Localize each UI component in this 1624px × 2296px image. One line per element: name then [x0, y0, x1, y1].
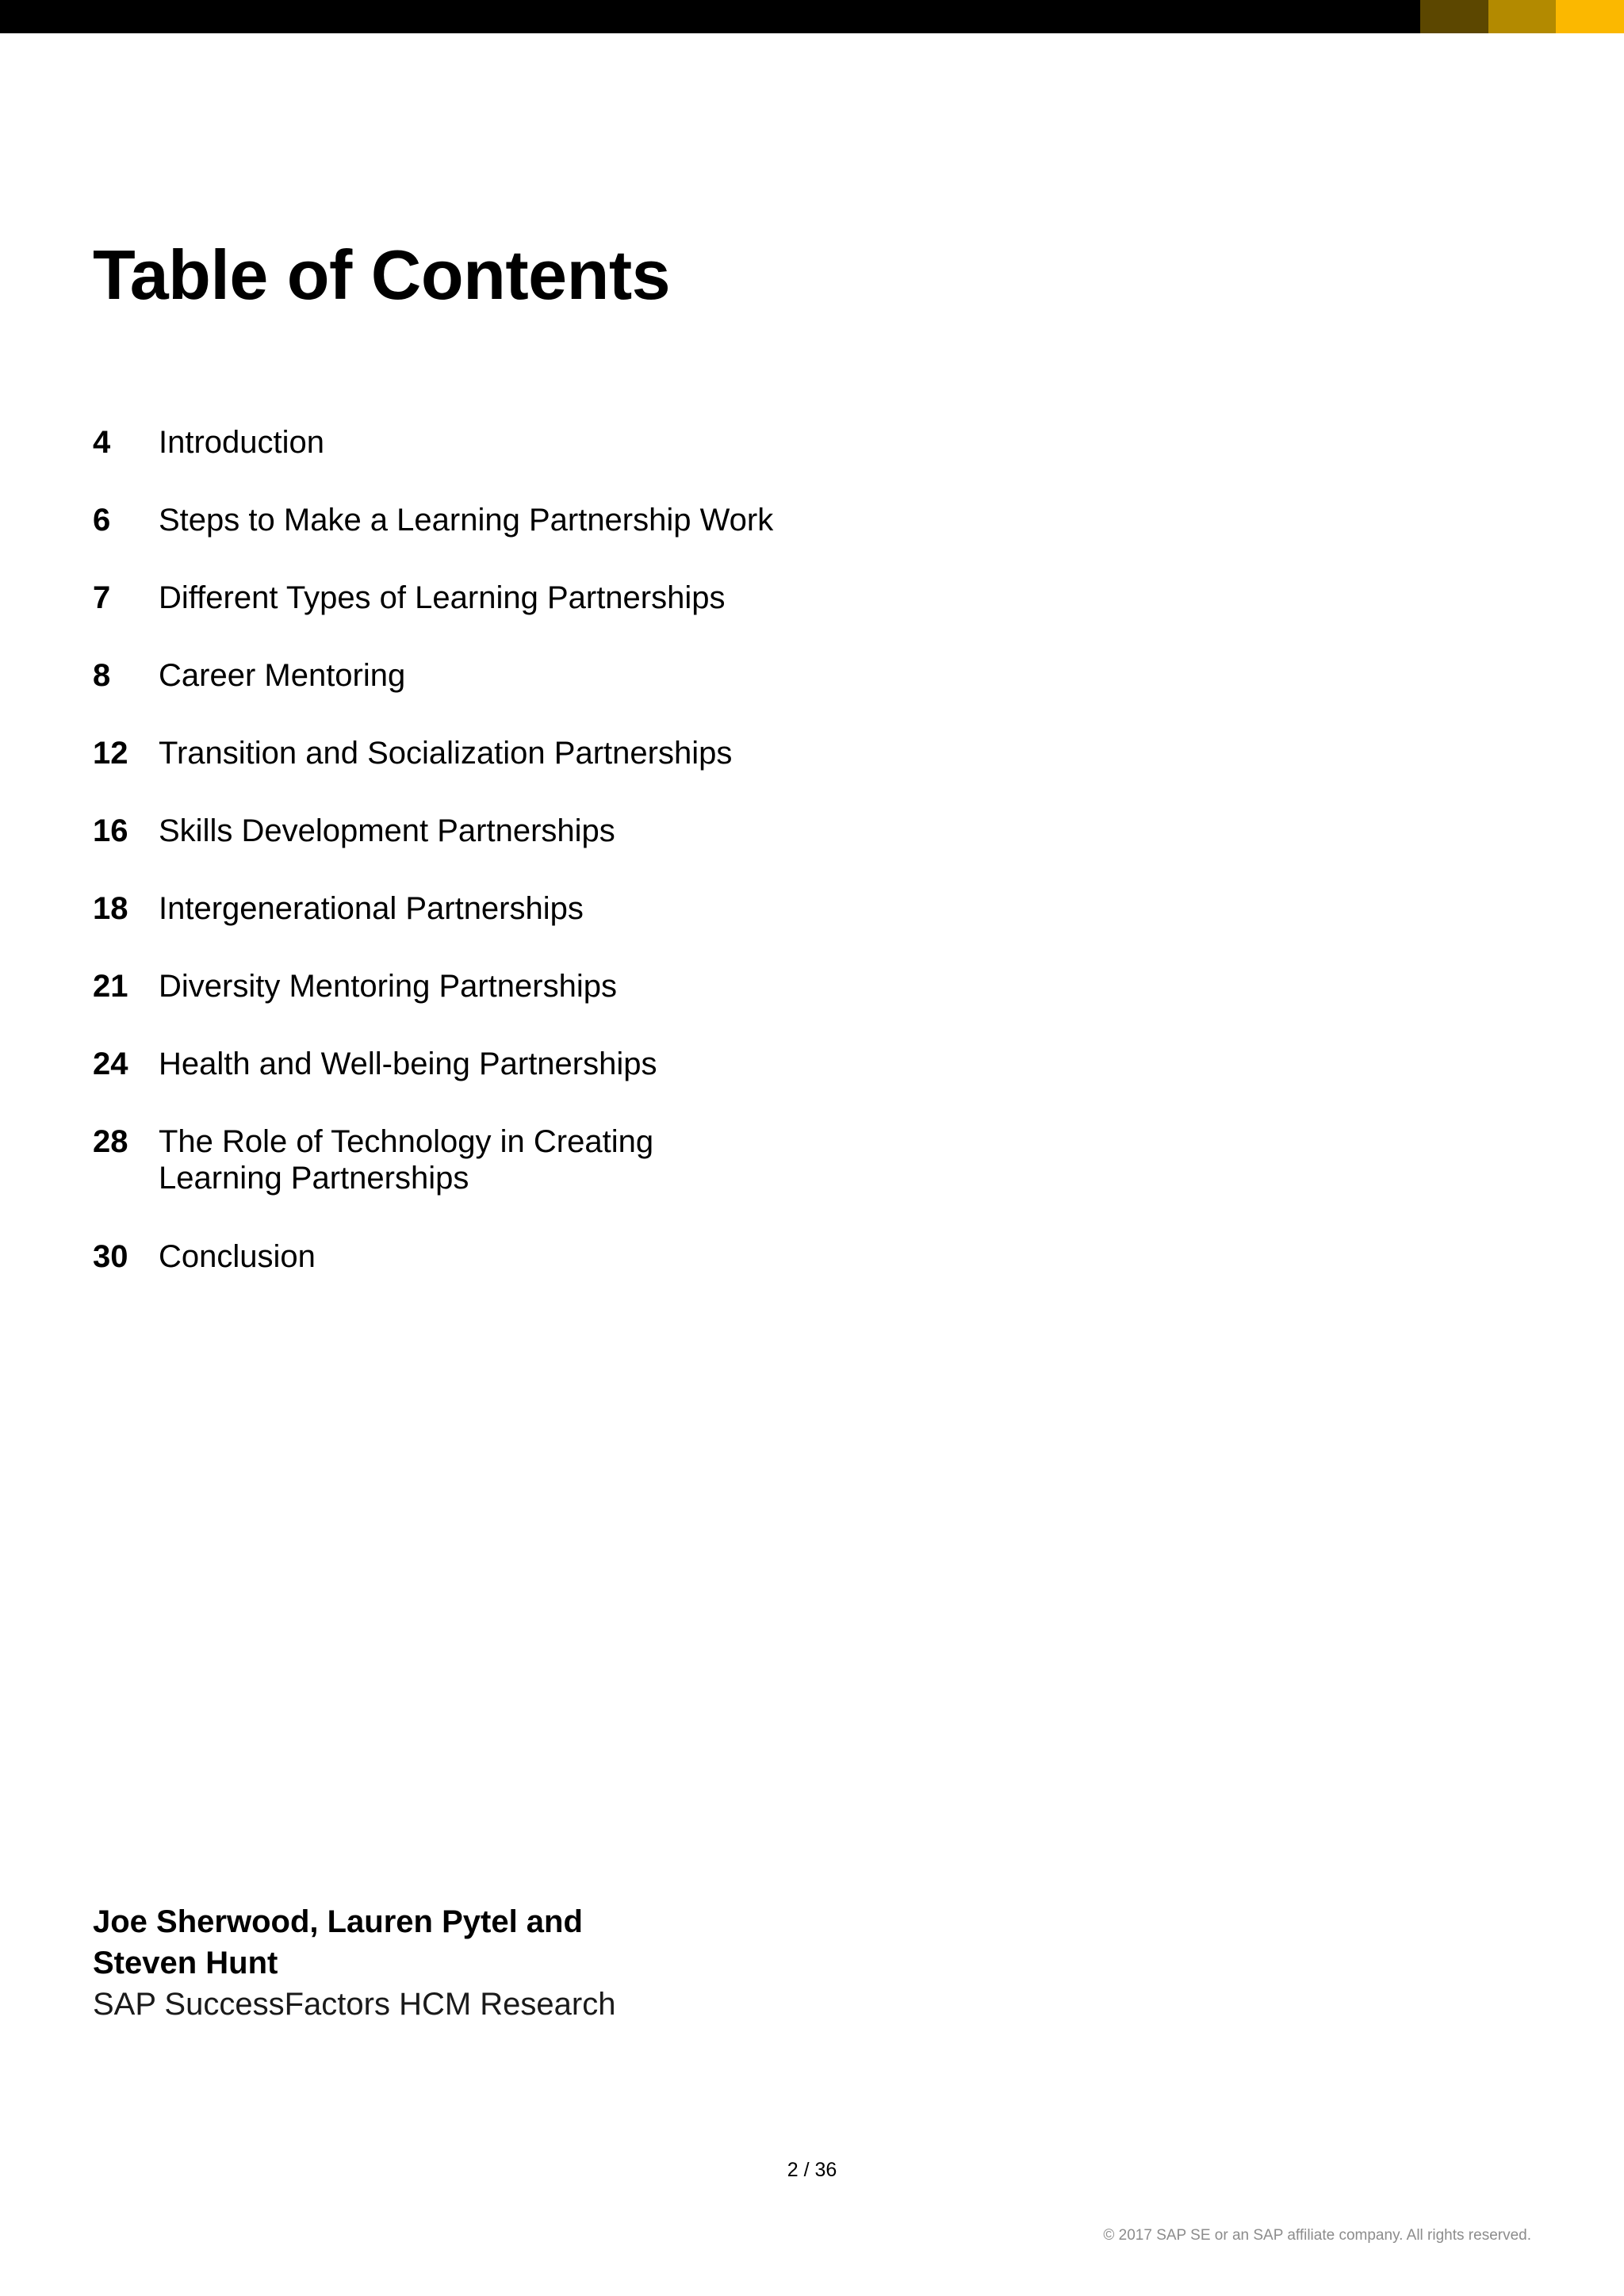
- toc-page-number: 30: [93, 1239, 128, 1274]
- page-title: Table of Contents: [93, 235, 671, 314]
- toc-page-number: 24: [93, 1047, 128, 1081]
- toc-page-number: 6: [93, 503, 111, 538]
- toc-page-number: 4: [93, 425, 111, 460]
- header-bar: [0, 0, 1624, 33]
- toc-entry-title: Career Mentoring: [159, 658, 406, 693]
- toc-page-number: 21: [93, 969, 128, 1004]
- toc-page-number: 18: [93, 891, 128, 926]
- toc-entry-title: Steps to Make a Learning Partnership Work: [159, 503, 774, 538]
- brand-swatch-dark: [1420, 0, 1488, 33]
- brand-swatch-light: [1556, 0, 1624, 33]
- toc-entry-title: Transition and Socialization Partnerships: [159, 736, 733, 771]
- toc-entry-title: Different Types of Learning Partnerships: [159, 580, 726, 615]
- toc-entry-title: Skills Development Partnerships: [159, 813, 615, 848]
- author-block: [93, 1901, 648, 2025]
- toc-entry-title: The Role of Technology in Creating Learning Partnerships: [159, 1124, 654, 1196]
- toc-entry-title: Health and Well-being Partnerships: [159, 1047, 657, 1081]
- toc-entry-title: Diversity Mentoring Partnerships: [159, 969, 617, 1004]
- author-names: Joe Sherwood, Lauren Pytel and Steven Hunt: [93, 1904, 583, 1980]
- toc-page-number: 8: [93, 658, 111, 693]
- toc-page-number: 16: [93, 813, 128, 848]
- toc-page-number: 28: [93, 1124, 128, 1159]
- toc-page-number: 7: [93, 580, 111, 615]
- toc-entry-title: Conclusion: [159, 1239, 316, 1274]
- toc-page-number: 12: [93, 736, 128, 771]
- copyright-notice: © 2017 SAP SE or an SAP affiliate company. All rights reserved.: [1103, 2227, 1531, 2244]
- toc-entry-title: Introduction: [159, 425, 325, 460]
- toc-entry-title: Intergenerational Partnerships: [159, 891, 584, 926]
- brand-swatch-medium: [1488, 0, 1557, 33]
- page-number: 2 / 36: [787, 2159, 837, 2181]
- author-affiliation: SAP SuccessFactors HCM Research: [93, 1987, 616, 2022]
